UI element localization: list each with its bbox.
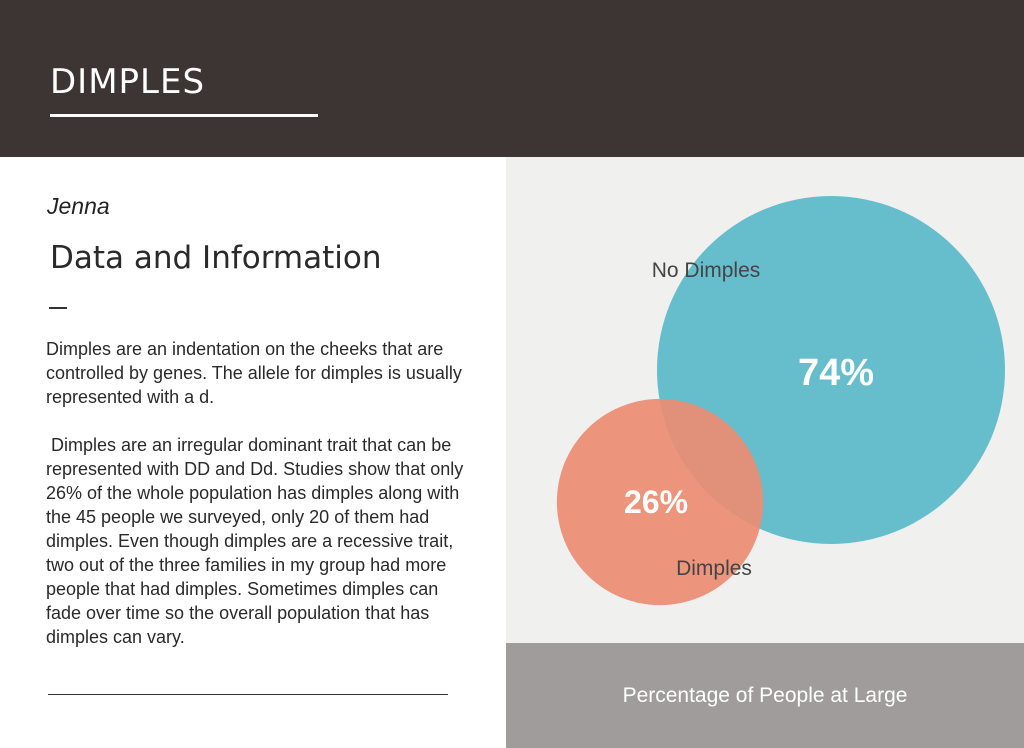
title-underline — [50, 114, 318, 117]
header-bar — [0, 0, 1024, 157]
heading-dash — [49, 307, 67, 309]
author-name: Jenna — [47, 193, 110, 219]
dimples-value-label: 26% — [623, 484, 689, 520]
paragraph-2: Dimples are an irregular dominant trait that can be represented with DD and Dd. Studies show that only 26% of the whole population has dimples along with the 45 people we surveyed, only 20 of them had dimples. Even though dimples are a recessive trait, two out of the three families in my group had more people that had dimples. Sometimes dimples can fade over time so the overall population that has dimples can vary. — [46, 435, 469, 647]
dimples-series-label: Dimples — [676, 557, 752, 580]
bottom-divider — [48, 694, 448, 695]
section-heading: Data and Information — [50, 240, 382, 276]
chart-caption-bar — [506, 643, 1024, 748]
chart-panel — [506, 157, 1024, 643]
text-panel — [0, 157, 506, 748]
body-text — [46, 337, 469, 649]
page-title: DIMPLES — [50, 62, 206, 102]
no-dimples-value-label: 74% — [797, 352, 875, 394]
chart-caption: Percentage of People at Large — [622, 683, 908, 707]
paragraph-1: Dimples are an indentation on the cheeks that are controlled by genes. The allele for dimples is usually represented with a d. — [46, 339, 462, 407]
no-dimples-series-label: No Dimples — [651, 259, 761, 282]
bubble-chart — [506, 157, 1024, 643]
